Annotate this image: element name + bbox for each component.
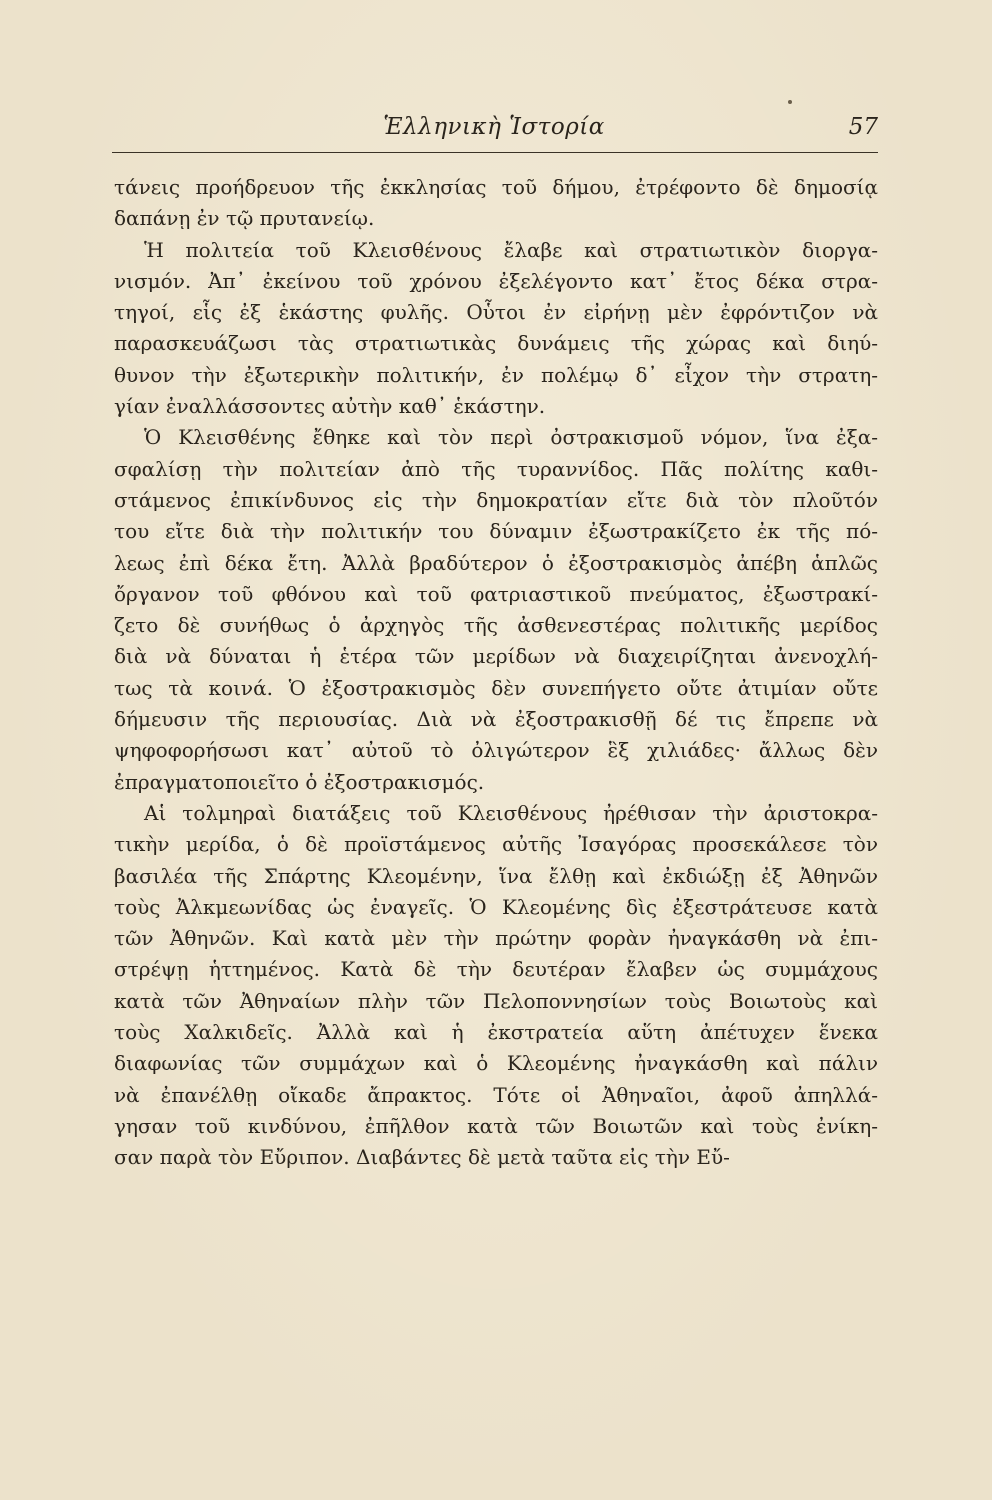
text-line: Ὁ Κλεισθένης ἔθηκε καὶ τὸν περὶ ὀστρακισμοῦ νόμον, ἵνα ἐξα- xyxy=(144,425,878,450)
paragraph xyxy=(114,798,878,1174)
body-text xyxy=(114,172,878,1174)
text-line: τοὺς Χαλκιδεῖς. Ἀλλὰ καὶ ἡ ἐκστρατεία αὕτη ἀπέτυχεν ἕνεκα xyxy=(114,1020,878,1045)
text-line: τάνεις προήδρευον τῆς ἐκκλησίας τοῦ δήμου, ἐτρέφοντο δὲ δημοσίᾳ xyxy=(114,175,878,199)
text-line: τως τὰ κοινά. Ὁ ἐξοστρακισμὸς δὲν συνεπήγετο οὔτε ἀτιμίαν οὔτε xyxy=(114,675,878,700)
text-line: τῶν Ἀθηνῶν. Καὶ κατὰ μὲν τὴν πρώτην φορὰν ἠναγκάσθη νὰ ἐπι- xyxy=(114,926,878,951)
text-line: νὰ ἐπανέλθῃ οἴκαδε ἄπρακτος. Τότε οἱ Ἀθηναῖοι, ἀφοῦ ἀπηλλά- xyxy=(114,1082,878,1107)
text-line: νισμόν. Ἀπ᾽ ἐκείνου τοῦ χρόνου ἐξελέγοντο κατ᾽ ἔτος δέκα στρα- xyxy=(114,268,878,293)
text-line: διαφωνίας τῶν συμμάχων καὶ ὁ Κλεομένης ἠναγκάσθη καὶ πάλιν xyxy=(114,1051,878,1076)
ink-speck xyxy=(788,100,792,104)
text-line: τοὺς Ἀλκμεωνίδας ὡς ἐναγεῖς. Ὁ Κλεομένης δὶς ἐξεστράτευσε κατὰ xyxy=(114,894,878,919)
header-rule xyxy=(112,152,878,153)
page-number: 57 xyxy=(848,114,878,140)
text-line: του εἴτε διὰ τὴν πολιτικήν του δύναμιν ἐξωστρακίζετο ἐκ τῆς πό- xyxy=(114,519,878,544)
text-line: στρέψῃ ἡττημένος. Κατὰ δὲ τὴν δευτέραν ἔλαβεν ὡς συμμάχους xyxy=(114,957,878,982)
text-line: τικὴν μερίδα, ὁ δὲ προϊστάμενος αὐτῆς Ἰσαγόρας προσεκάλεσε τὸν xyxy=(114,832,878,857)
text-line: ζετο δὲ συνήθως ὁ ἀρχηγὸς τῆς ἀσθενεστέρας πολιτικῆς μερίδος xyxy=(114,613,878,638)
text-line: παρασκευάζωσι τὰς στρατιωτικὰς δυνάμεις τῆς χώρας καὶ διηύ- xyxy=(114,331,878,356)
text-line: λεως ἐπὶ δέκα ἔτη. Ἀλλὰ βραδύτερον ὁ ἐξοστρακισμὸς ἀπέβη ἁπλῶς xyxy=(114,550,878,575)
text-line: Αἱ τολμηραὶ διατάξεις τοῦ Κλεισθένους ἠρέθισαν τὴν ἀριστοκρα- xyxy=(144,800,878,825)
paragraph xyxy=(114,235,878,423)
paragraph xyxy=(114,422,878,798)
text-line: κατὰ τῶν Ἀθηναίων πλὴν τῶν Πελοποννησίων τοὺς Βοιωτοὺς καὶ xyxy=(114,988,878,1013)
running-title: Ἑλληνικὴ Ἱστορία xyxy=(383,114,605,140)
text-line: σαν παρὰ τὸν Εὔριπον. Διαβάντες δὲ μετὰ ταῦτα εἰς τὴν Εὔ- xyxy=(114,1145,730,1170)
text-line: στάμενος ἐπικίνδυνος εἰς τὴν δημοκρατίαν εἴτε διὰ τὸν πλοῦτόν xyxy=(114,487,878,512)
text-line: βασιλέα τῆς Σπάρτης Κλεομένην, ἵνα ἔλθῃ καὶ ἐκδιώξῃ ἐξ Ἀθηνῶν xyxy=(114,863,878,888)
paragraph xyxy=(114,172,878,235)
text-line: διὰ νὰ δύναται ἡ ἑτέρα τῶν μερίδων νὰ διαχειρίζηται ἀνενοχλή- xyxy=(114,644,878,669)
text-line: τηγοί, εἷς ἐξ ἑκάστης φυλῆς. Οὗτοι ἐν εἰρήνῃ μὲν ἐφρόντιζον νὰ xyxy=(114,300,878,325)
text-line: δήμευσιν τῆς περιουσίας. Διὰ νὰ ἐξοστρακισθῇ δέ τις ἔπρεπε νὰ xyxy=(114,707,878,732)
text-line: γησαν τοῦ κινδύνου, ἐπῆλθον κατὰ τῶν Βοιωτῶν καὶ τοὺς ἐνίκη- xyxy=(114,1113,878,1138)
text-line: Ἡ πολιτεία τοῦ Κλεισθένους ἔλαβε καὶ στρατιωτικὸν διοργα- xyxy=(144,237,878,262)
text-line: θυνον τὴν ἐξωτερικὴν πολιτικήν, ἐν πολέμῳ δ᾽ εἶχον τὴν στρατη- xyxy=(114,362,878,387)
text-line: σφαλίσῃ τὴν πολιτείαν ἀπὸ τῆς τυραννίδος. Πᾶς πολίτης καθι- xyxy=(114,456,878,481)
text-line: δαπάνῃ ἐν τῷ πρυτανείῳ. xyxy=(114,206,375,231)
text-line: ὄργανον τοῦ φθόνου καὶ τοῦ φατριαστικοῦ πνεύματος, ἐξωστρακί- xyxy=(114,581,878,606)
text-line: ψηφοφορήσωσι κατ᾽ αὐτοῦ τὸ ὀλιγώτερον ἓξ χιλιάδες· ἄλλως δὲν xyxy=(114,738,878,763)
running-header xyxy=(108,112,880,152)
text-line: ἐπραγματοποιεῖτο ὁ ἐξοστρακισμός. xyxy=(114,769,485,794)
text-line: γίαν ἐναλλάσσοντες αὐτὴν καθ᾽ ἑκάστην. xyxy=(114,394,546,419)
